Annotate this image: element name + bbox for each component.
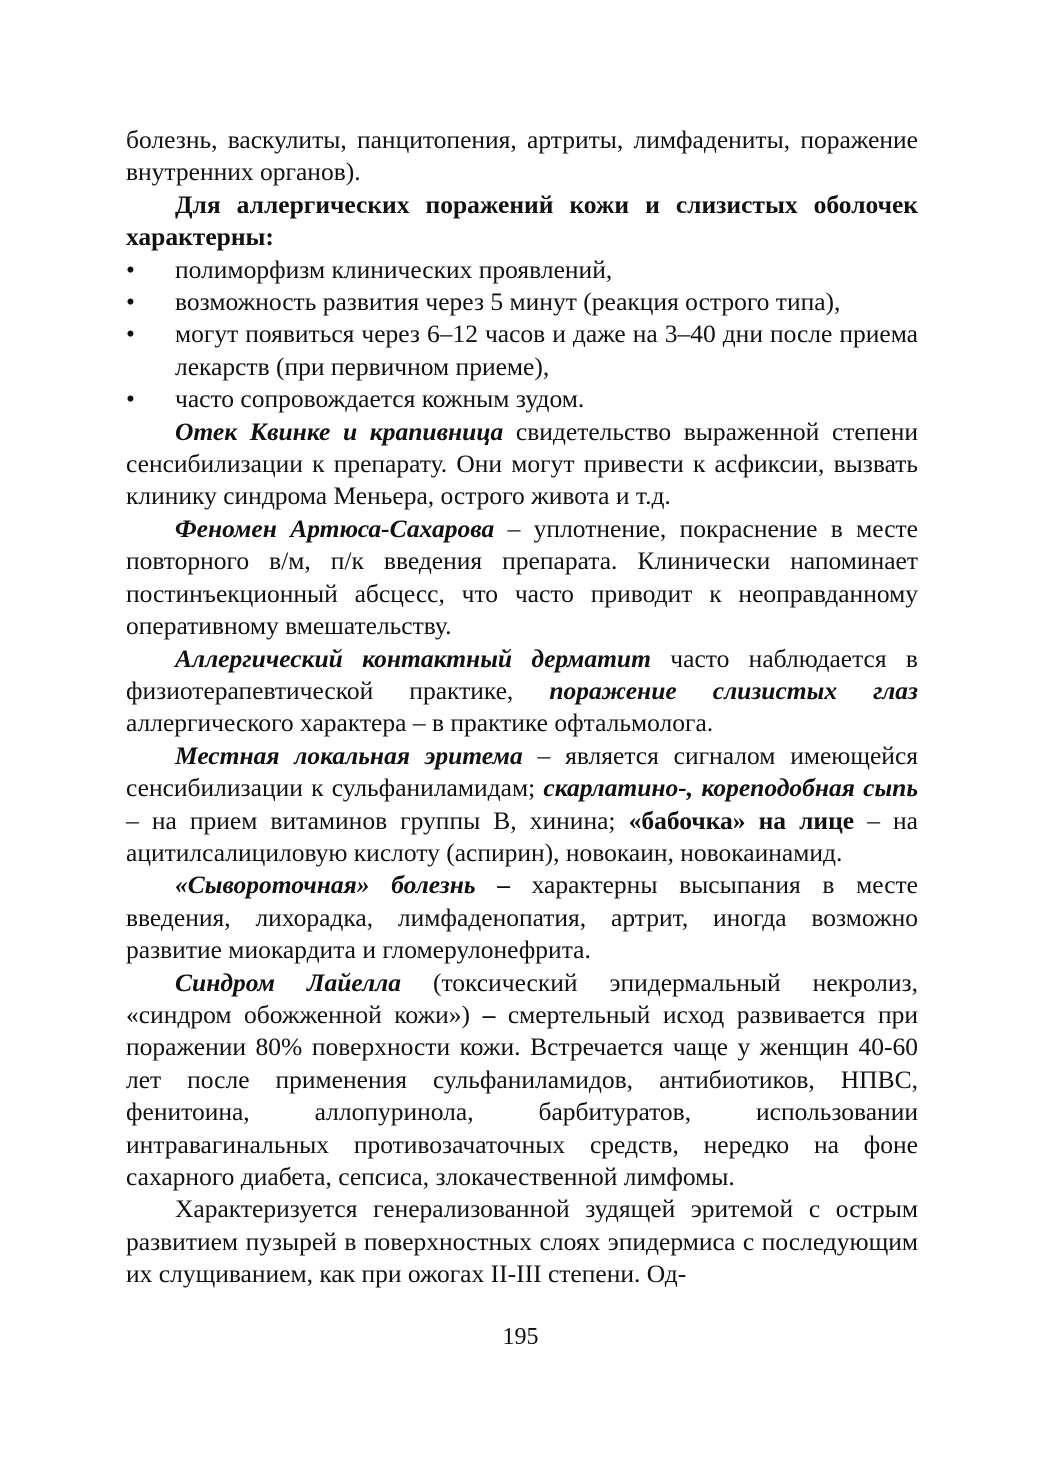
bullet-icon: • [126, 254, 135, 284]
paragraph-lyell: Синдром Лайелла (токсический эпидермальный некролиз, «синдром обожженной кожи») – смертельный исход развивается при поражении 80% поверхности кожи. Встречается чаще у женщин 40-60 лет после применения сульфаниламидов, антибиотиков, НПВС, фенитоина, аллопуринола, барбитуратов, использовании интравагинальных противозачаточных средств, нередко на фоне сахарного диабета, сепсиса, злокачественной лимфомы. [126, 967, 919, 1191]
paragraph-characteristics: Характеризуется генерализованной зудящей эритемой с острым развитием пузырей в поверхностных слоях эпидермиса с последующим их слущиванием, как при ожогах II-III степени. Од- [126, 1194, 918, 1289]
bullet-icon: • [126, 287, 135, 317]
list-item: • полиморфизм клинических проявлений, [126, 254, 918, 286]
term: поражение слизистых глаз [549, 675, 918, 705]
bullet-icon: • [126, 319, 135, 349]
term: Синдром Лайелла [175, 967, 402, 997]
paragraph-erythema: Местная локальная эритема – является сигналом имеющейся сенсибилизации к сульфаниламидам; скарлатино-, кореподобная сыпь – на прием витаминов группы В, хинина; «бабочка» на лице – на ацитилсалициловую кислоту (аспирин), новокаин, новокаинамид. [126, 740, 918, 867]
term: «Сывороточная» болезнь [175, 870, 476, 900]
bullet-icon: • [126, 384, 135, 414]
term: Местная локальная эритема [175, 740, 523, 770]
list-item: • возможность развития через 5 минут (реакция острого типа), [126, 286, 918, 318]
paragraph-dermatitis: Аллергический контактный дерматит часто наблюдается в физиотерапевтической практике, поражение слизистых глаз аллергического характера – в практике офтальмолога. [126, 643, 918, 738]
paragraph-0: болезнь, васкулиты, панцитопения, артриты, лимфадениты, поражение внутренних органов). [126, 125, 918, 187]
page-body [126, 124, 918, 1291]
list-item: • могут появиться через 6–12 часов и даже на 3–40 дни после приема лекарств (при первичном приеме), [126, 319, 918, 381]
term: скарлатино-, кореподобная сыпь [543, 773, 918, 803]
paragraph-serum-sickness: «Сывороточная» болезнь – характерны высыпания в месте введения, лихорадка, лимфаденопатия, артрит, иногда возможно развитие миокардита и гломерулонефрита. [126, 870, 918, 965]
term: «бабочка» на лице [628, 805, 855, 835]
paragraph-arthus: Феномен Артюса-Сахарова – уплотнение, покраснение в месте повторного в/м, п/к введения препарата. Клинически напоминает постинъекционный абсцесс, что часто приводит к неоправданному оперативному вмешательству. [126, 513, 918, 641]
page-number: 195 [502, 1324, 539, 1350]
list-item: • часто сопровождается кожным зудом. [126, 383, 918, 415]
term: Феномен Артюса-Сахарова [175, 513, 495, 543]
section-heading: Для аллергических поражений кожи и слизистых оболочек характерны: [126, 189, 918, 252]
term: Отек Квинке и крапивница [175, 416, 504, 446]
term: Аллергический контактный дерматит [175, 643, 651, 673]
paragraph-quincke: Отек Квинке и крапивница свидетельство выраженной степени сенсибилизации к препарату. Они могут привести к асфиксии, вызвать клинику синдрома Меньера, острого живота и т.д. [126, 416, 918, 511]
